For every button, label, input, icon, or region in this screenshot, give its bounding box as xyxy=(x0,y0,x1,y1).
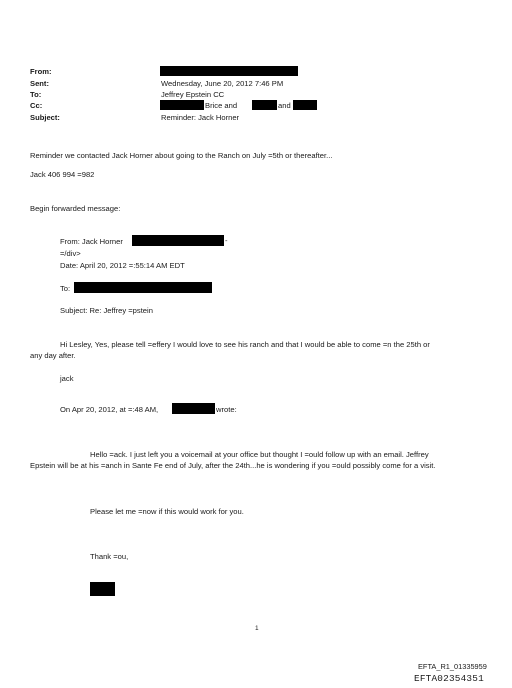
thanks-line: Thank =ou, xyxy=(90,552,129,561)
please-line: Please let me =now if this would work for you. xyxy=(90,507,244,516)
subject-value: Reminder: Jack Horner xyxy=(161,113,240,122)
hello-line-1: Hello =ack. I just left you a voicemail at your office but thought I =ould follow up with an email. Jeffrey xyxy=(90,450,429,459)
cc-value-2: and xyxy=(278,101,291,110)
fwd-from-line: From: Jack Horner xyxy=(60,237,123,246)
subject-label: Subject: xyxy=(30,113,60,122)
fwd-subject-line: Subject: Re: Jeffrey =pstein xyxy=(60,306,153,315)
reply-line-2: any day after. xyxy=(30,351,76,360)
redaction-cc-1 xyxy=(160,100,204,110)
redaction-signature xyxy=(90,582,115,596)
to-value: Jeffrey Epstein CC xyxy=(161,90,225,99)
sent-label: Sent: xyxy=(30,79,49,88)
redaction-fwd-from xyxy=(132,235,224,246)
cc-value-1: Brice and xyxy=(205,101,238,110)
on-date-prefix: On Apr 20, 2012, at =:48 AM, xyxy=(60,405,159,414)
wrote-text: wrote: xyxy=(216,405,237,414)
reply-signature: jack xyxy=(60,374,74,383)
to-label: To: xyxy=(30,90,42,99)
body-line-3: Begin forwarded message: xyxy=(30,204,121,213)
from-label: From: xyxy=(30,67,52,76)
redaction-cc-2 xyxy=(252,100,277,110)
reply-line-1: Hi Lesley, Yes, please tell =effery I would love to see his ranch and that I would be able to come =n the 25th or xyxy=(60,340,430,349)
cc-label: Cc: xyxy=(30,101,43,110)
redaction-cc-3 xyxy=(293,100,317,110)
body-line-1: Reminder we contacted Jack Horner about going to the Ranch on July =5th or thereafter... xyxy=(30,151,333,160)
footer-ref-2: EFTA02354351 xyxy=(414,673,484,684)
redaction-sender xyxy=(172,403,215,414)
redaction-from xyxy=(160,66,298,76)
fwd-from-suffix: - xyxy=(225,236,228,245)
footer-ref-1: EFTA_R1_01335959 xyxy=(418,662,487,671)
fwd-div-line: =/div> xyxy=(60,249,81,258)
page-number: 1 xyxy=(255,625,259,632)
hello-line-2: Epstein will be at his =anch in Sante Fe end of July, after the 24th...he is wondering if you =ould possibly come for a visit. xyxy=(30,461,436,470)
sent-value: Wednesday, June 20, 2012 7:46 PM xyxy=(161,79,284,88)
fwd-date-line: Date: April 20, 2012 =:55:14 AM EDT xyxy=(60,261,185,270)
redaction-fwd-to xyxy=(74,282,212,293)
fwd-to-label: To: xyxy=(60,284,71,293)
body-line-2: Jack 406 994 =982 xyxy=(30,170,95,179)
